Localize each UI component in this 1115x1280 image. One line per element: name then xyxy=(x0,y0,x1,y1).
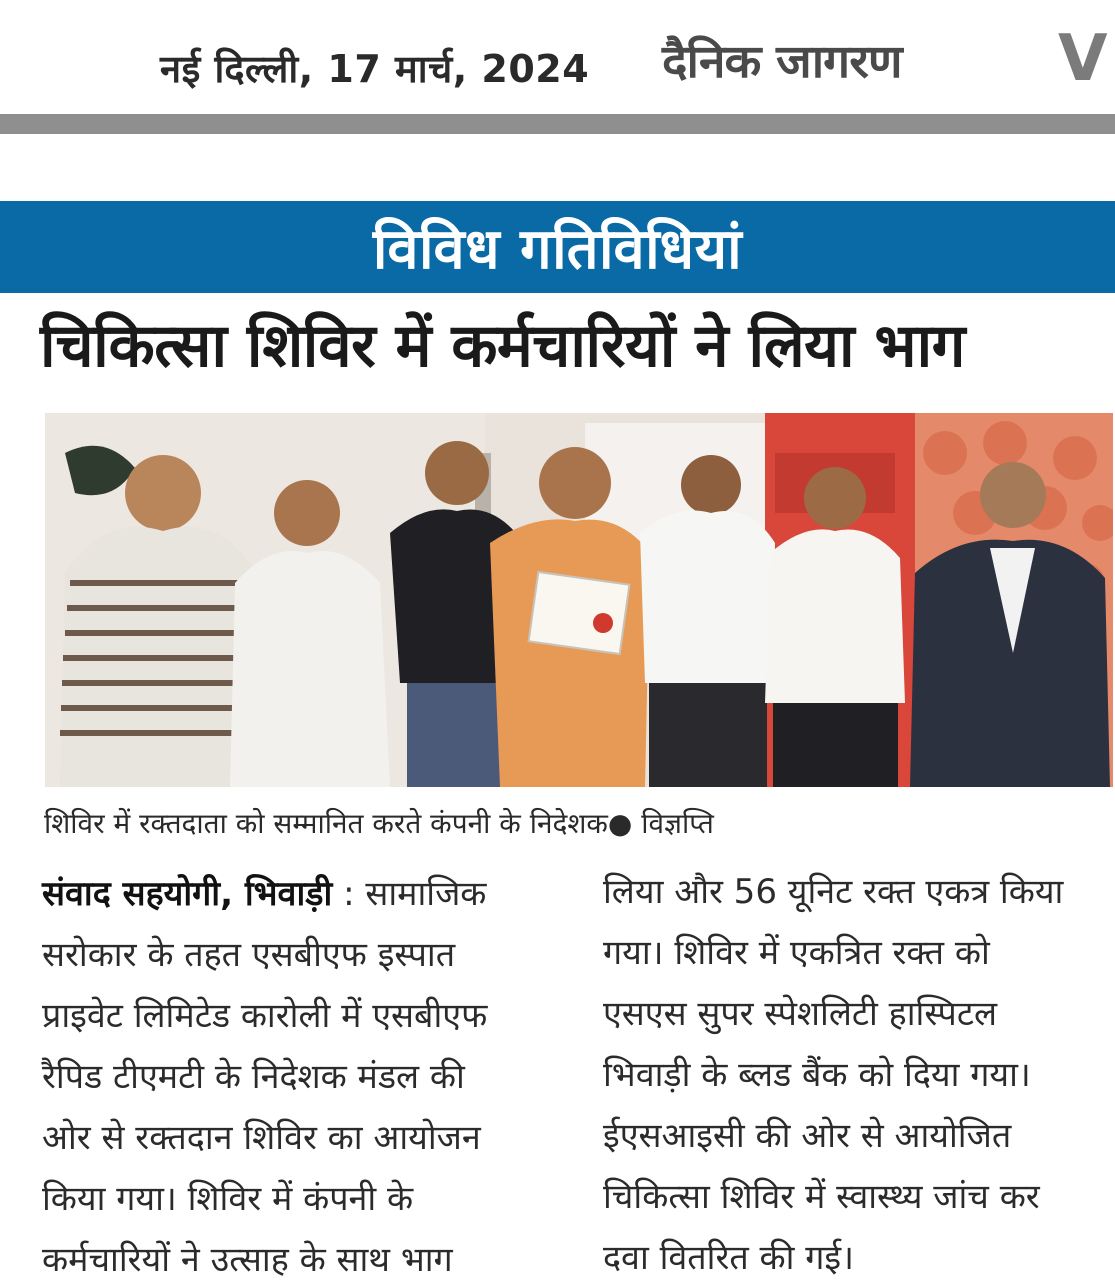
body-line: भिवाड़ी के ब्लड बैंक को दिया गया। xyxy=(603,1055,1031,1095)
body-line: चिकित्सा शिविर में स्वास्थ्य जांच कर xyxy=(603,1177,1040,1217)
article-headline: चिकित्सा शिविर में कर्मचारियों ने लिया भाग xyxy=(40,311,965,381)
first-line xyxy=(42,864,554,925)
body-line: ओर से रक्तदान शिविर का आयोजन xyxy=(42,1118,481,1158)
section-band xyxy=(0,201,1115,293)
body-line: दवा वितरित की गई। xyxy=(603,1238,855,1278)
edition-mark: V xyxy=(1058,22,1108,96)
dateline: नई दिल्ली, 17 मार्च, 2024 xyxy=(160,47,590,91)
masthead xyxy=(0,0,1115,112)
body-line: सरोकार के तहत एसबीएफ इस्पात xyxy=(42,935,456,975)
masthead-rule xyxy=(0,114,1115,134)
body-line: : सामाजिक xyxy=(332,874,487,914)
photo-caption: शिविर में रक्तदाता को सम्मानित करते कंपनी के निदेशक● विज्ञप्ति xyxy=(44,807,714,840)
body-line: कर्मचारियों ने उत्साह के साथ भाग xyxy=(42,1240,453,1280)
body-line: प्राइवेट लिमिटेड कारोली में एसबीएफ xyxy=(42,996,488,1036)
byline: संवाद सहयोगी, भिवाड़ी xyxy=(42,874,333,914)
article-column-left xyxy=(42,864,554,1280)
body-line: किया गया। शिविर में कंपनी के xyxy=(42,1179,414,1219)
newspaper-logo: दैनिक जागरण xyxy=(662,35,902,89)
body-line: एसएस सुपर स्पेशलिटी हास्पिटल xyxy=(603,994,998,1034)
body-line: रैपिड टीएमटी के निदेशक मंडल की xyxy=(42,1057,465,1097)
body-line: गया। शिविर में एकत्रित रक्त को xyxy=(603,933,990,973)
article-column-right xyxy=(603,862,1108,1280)
section-title: विविध गतिविधियां xyxy=(372,217,743,282)
body-line: ईएसआइसी की ओर से आयोजित xyxy=(603,1116,1012,1156)
article-photo xyxy=(45,413,1113,787)
body-line: लिया और 56 यूनिट रक्त एकत्र किया xyxy=(603,872,1064,912)
